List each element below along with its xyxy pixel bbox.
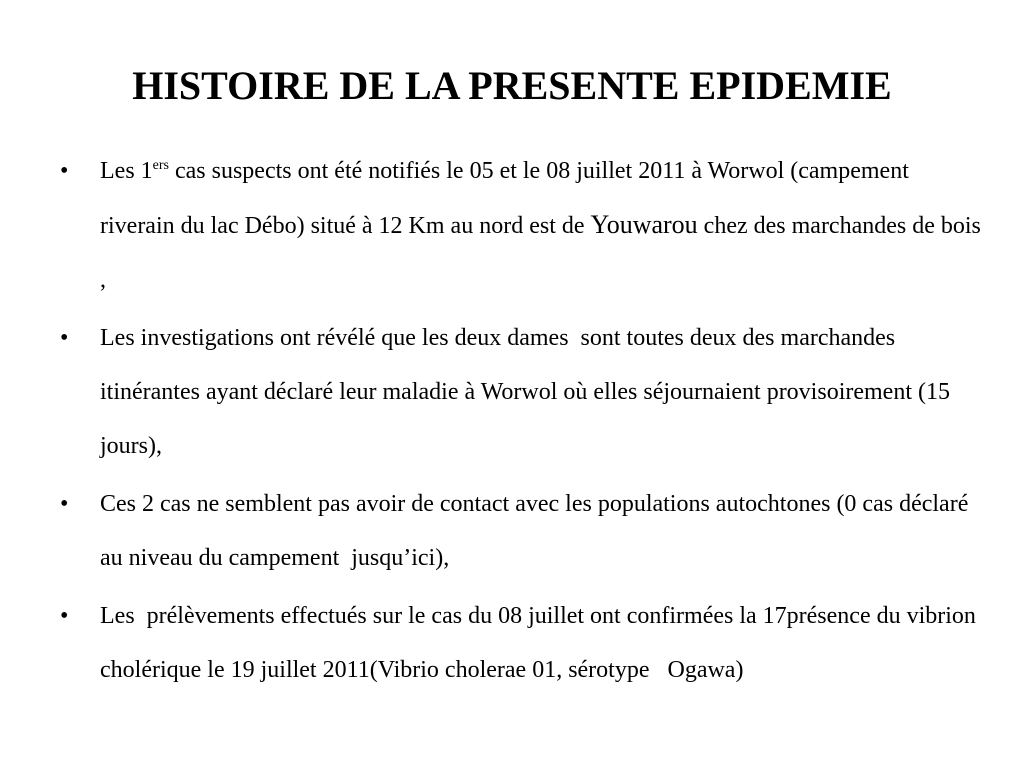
bullet-text-segment: ers (152, 158, 169, 173)
bullet-text-segment: Ces 2 cas ne semblent pas avoir de contact avec les populations autochtones (0 cas déclaré au niveau du campement jusqu’ici), (100, 491, 975, 571)
bullet-marker: • (60, 603, 69, 629)
bullet-text-segment: Les 1 (100, 158, 153, 184)
bullet-marker: • (60, 491, 69, 517)
bullet-text-segment: Les prélèvements effectués sur le cas du 08 juillet ont confirmées la 17présence du vibrion cholérique le 19 juillet 2011(Vibrio cholerae 01, sérotype Ogawa) (100, 603, 982, 683)
bullet-text-segment: Les investigations ont révélé que les deux dames sont toutes deux des marchandes itinérantes ayant déclaré leur maladie à Worwol où elles séjournaient provisoirement (15 jours), (100, 325, 956, 459)
bullet-text-segment: chez des marchandes de bois , (100, 213, 987, 293)
bullet-item (0, 477, 1024, 585)
bullet-text-segment: cas suspects ont été notifiés le 05 et le 08 juillet 2011 à Worwol (campement riverain du lac Débo) situé à 12 Km au nord est de (100, 158, 915, 239)
slide-title: HISTOIRE DE LA PRESENTE EPIDEMIE (132, 63, 892, 108)
bullet-list (0, 144, 1024, 701)
bullet-marker: • (60, 325, 69, 351)
bullet-item (0, 144, 1024, 307)
bullet-item (0, 311, 1024, 473)
bullet-marker: • (60, 158, 69, 184)
bullet-text-segment: Youwarou (590, 210, 698, 239)
bullet-item (0, 589, 1024, 697)
